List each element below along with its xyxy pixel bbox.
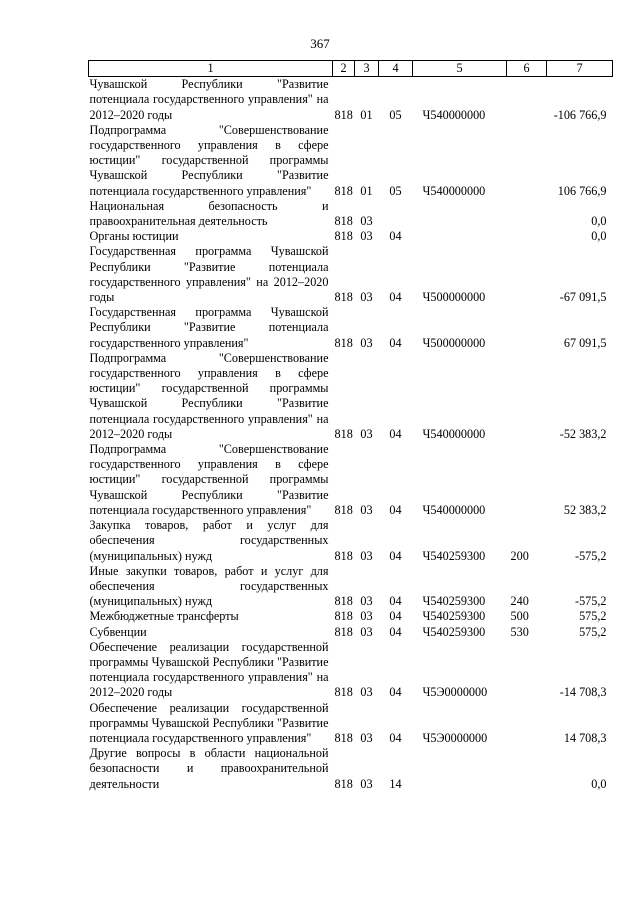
budget-table <box>88 60 613 792</box>
row-target-article: Ч540259300 <box>422 548 486 563</box>
row-target-article: Ч540000000 <box>422 107 486 122</box>
row-amount: 0,0 <box>591 229 607 244</box>
row-name: Иные закупки товаров, работ и услуг для обеспечения государственных (муниципальных) нужд <box>89 563 329 609</box>
table-row <box>89 305 613 351</box>
row-name: Подпрограмма "Совершенствование государственного управления в сфере юстиции" государственной программы Чувашской Республики "Развитие потенциала государственного управления" на 2012–2020 годы <box>89 350 329 441</box>
row-amount: -106 766,9 <box>553 107 607 122</box>
row-section: 03 <box>360 502 373 517</box>
column-header: 6 <box>507 61 547 77</box>
row-amount: 0,0 <box>591 776 607 791</box>
row-admin-code: 818 <box>334 594 353 609</box>
table-row <box>89 564 613 610</box>
column-header: 4 <box>379 61 413 77</box>
page-number: 367 <box>310 36 330 51</box>
row-subsection: 14 <box>389 776 402 791</box>
row-section: 03 <box>360 548 373 563</box>
row-expense-type: 500 <box>510 609 529 624</box>
row-expense-type <box>507 123 547 199</box>
row-name: Межбюджетные трансферты <box>89 609 239 624</box>
row-amount: 0,0 <box>591 214 607 229</box>
table-row <box>89 518 613 564</box>
row-name: Закупка товаров, работ и услуг для обеспечения государственных (муниципальных) нужд <box>89 518 329 563</box>
table-row <box>89 229 613 244</box>
row-admin-code: 818 <box>334 335 353 350</box>
row-subsection: 05 <box>389 107 402 122</box>
table-row <box>89 625 613 640</box>
row-section: 03 <box>360 229 373 244</box>
column-header: 2 <box>333 61 355 77</box>
row-amount: 52 383,2 <box>563 502 607 517</box>
row-section: 03 <box>360 776 373 791</box>
table-header-row <box>89 61 613 77</box>
row-expense-type <box>507 351 547 442</box>
row-name: Обеспечение реализации государственной программы Чувашской Республики "Развитие потенциала государственного управления" на 2012–2020 годы <box>89 639 329 700</box>
row-expense-type <box>507 77 547 123</box>
row-expense-type: 530 <box>510 624 529 639</box>
table-row <box>89 746 613 792</box>
row-subsection: 04 <box>389 624 402 639</box>
column-header: 3 <box>355 61 379 77</box>
row-section: 03 <box>360 594 373 609</box>
column-header: 1 <box>89 61 333 77</box>
row-section: 03 <box>360 335 373 350</box>
row-name: Другие вопросы в области национальной безопасности и правоохранительной деятельности <box>89 746 329 791</box>
table-row <box>89 701 613 747</box>
row-subsection: 04 <box>389 730 402 745</box>
row-subsection: 04 <box>389 426 402 441</box>
column-header: 7 <box>547 61 613 77</box>
table-row <box>89 640 613 701</box>
table-row <box>89 442 613 518</box>
row-subsection: 04 <box>389 548 402 563</box>
row-amount: 14 708,3 <box>563 730 607 745</box>
row-target-article: Ч540259300 <box>422 624 486 639</box>
row-admin-code: 818 <box>334 229 353 244</box>
row-section: 03 <box>360 214 373 229</box>
row-amount: 575,2 <box>579 624 607 639</box>
row-target-article: Ч500000000 <box>422 335 486 350</box>
row-amount: -575,2 <box>575 548 607 563</box>
row-subsection: 04 <box>389 290 402 305</box>
row-amount: -575,2 <box>575 594 607 609</box>
row-expense-type <box>507 244 547 305</box>
row-target-article: Ч500000000 <box>422 290 486 305</box>
row-admin-code: 818 <box>334 730 353 745</box>
row-expense-type: 240 <box>510 594 529 609</box>
row-subsection: 04 <box>389 502 402 517</box>
row-target-article: Ч5Э0000000 <box>422 730 488 745</box>
table-row <box>89 244 613 305</box>
row-target-article <box>413 746 507 792</box>
row-target-article: Ч5Э0000000 <box>422 685 488 700</box>
row-name: Национальная безопасность и правоохранительная деятельность <box>89 198 329 229</box>
row-target-article: Ч540259300 <box>422 594 486 609</box>
row-expense-type <box>507 746 547 792</box>
row-admin-code: 818 <box>334 107 353 122</box>
row-expense-type: 200 <box>510 548 529 563</box>
table-body <box>89 77 613 792</box>
row-section: 01 <box>360 107 373 122</box>
row-name: Подпрограмма "Совершенствование государственного управления в сфере юстиции" государственной программы Чувашской Республики "Развитие потенциала государственного управления" <box>89 122 329 198</box>
row-admin-code: 818 <box>334 183 353 198</box>
row-name: Подпрограмма "Совершенствование государственного управления в сфере юстиции" государственной программы Чувашской Республики "Развитие потенциала государственного управления" <box>89 442 329 517</box>
row-section: 03 <box>360 624 373 639</box>
table-row <box>89 123 613 199</box>
row-name: Субвенции <box>89 624 147 639</box>
row-subsection <box>379 199 413 229</box>
row-admin-code: 818 <box>334 426 353 441</box>
row-section: 03 <box>360 730 373 745</box>
row-amount: -52 383,2 <box>559 426 607 441</box>
row-name: Органы юстиции <box>89 229 179 244</box>
row-name: Обеспечение реализации государственной программы Чувашской Республики "Развитие потенциала государственного управления" <box>89 700 329 745</box>
row-subsection: 04 <box>389 685 402 700</box>
row-expense-type <box>507 442 547 518</box>
row-amount: 575,2 <box>579 609 607 624</box>
row-admin-code: 818 <box>334 609 353 624</box>
row-admin-code: 818 <box>334 624 353 639</box>
row-subsection: 04 <box>389 229 402 244</box>
table-row <box>89 77 613 123</box>
row-expense-type <box>507 199 547 229</box>
row-section: 01 <box>360 183 373 198</box>
row-expense-type <box>507 640 547 701</box>
row-subsection: 04 <box>389 335 402 350</box>
row-section: 03 <box>360 685 373 700</box>
table-row <box>89 199 613 229</box>
row-admin-code: 818 <box>334 685 353 700</box>
row-admin-code: 818 <box>334 776 353 791</box>
row-expense-type <box>507 305 547 351</box>
row-section: 03 <box>360 290 373 305</box>
row-subsection: 04 <box>389 594 402 609</box>
row-target-article: Ч540000000 <box>422 426 486 441</box>
row-amount: 67 091,5 <box>563 335 607 350</box>
row-section: 03 <box>360 609 373 624</box>
row-target-article <box>413 229 507 244</box>
table-row <box>89 609 613 624</box>
row-name: Государственная программа Чувашской Республики "Развитие потенциала государственного управления" на 2012–2020 годы <box>89 244 329 305</box>
row-target-article: Ч540000000 <box>422 502 486 517</box>
row-name: Чувашской Республики "Развитие потенциала государственного управления" на 2012–2020 годы <box>89 77 329 122</box>
row-admin-code: 818 <box>334 214 353 229</box>
row-amount: -67 091,5 <box>559 290 607 305</box>
row-subsection: 05 <box>389 183 402 198</box>
row-admin-code: 818 <box>334 290 353 305</box>
row-target-article: Ч540000000 <box>422 183 486 198</box>
table-row <box>89 351 613 442</box>
row-name: Государственная программа Чувашской Республики "Развитие потенциала государственного управления" <box>89 305 329 350</box>
row-expense-type <box>507 229 547 244</box>
row-section: 03 <box>360 426 373 441</box>
column-header: 5 <box>413 61 507 77</box>
row-amount: -14 708,3 <box>559 685 607 700</box>
row-amount: 106 766,9 <box>557 183 607 198</box>
row-admin-code: 818 <box>334 502 353 517</box>
row-subsection: 04 <box>389 609 402 624</box>
row-admin-code: 818 <box>334 548 353 563</box>
row-expense-type <box>507 701 547 747</box>
row-target-article: Ч540259300 <box>422 609 486 624</box>
row-target-article <box>413 199 507 229</box>
